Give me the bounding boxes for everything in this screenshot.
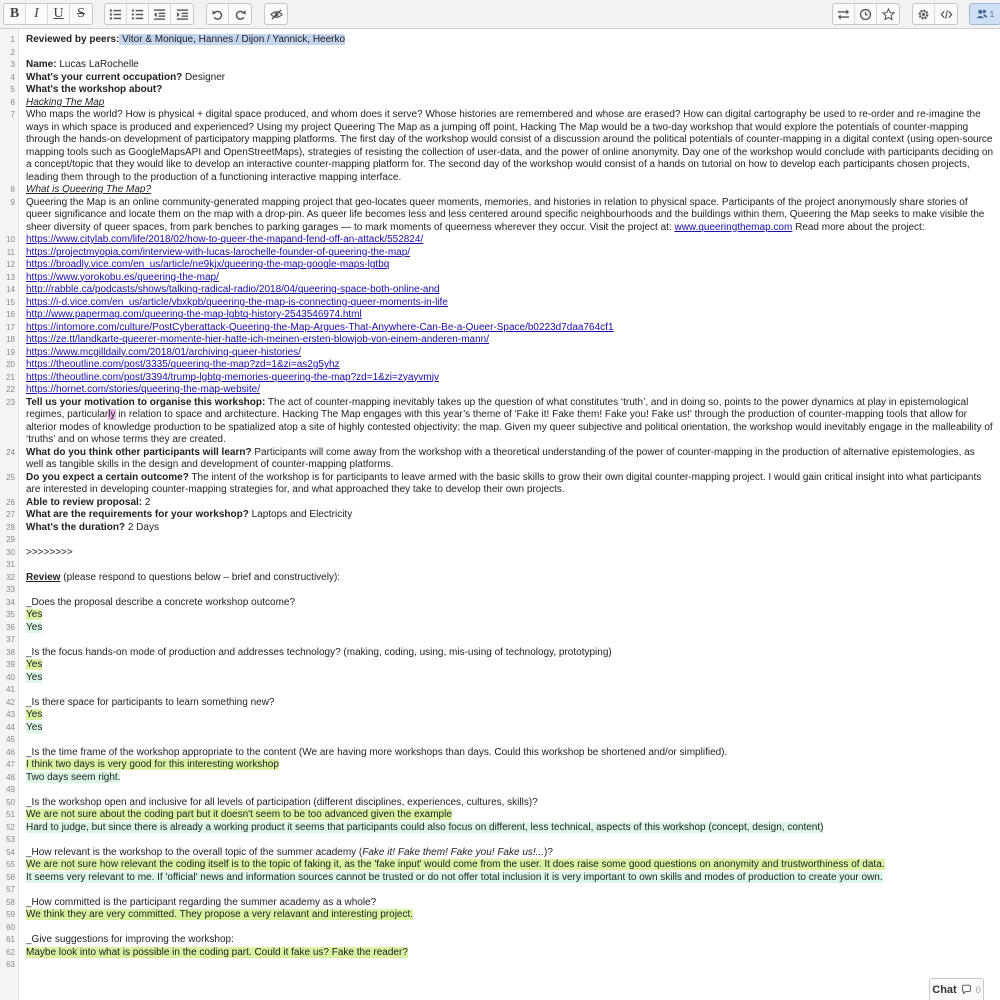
text-span: I think two days is very good for this interesting workshop — [26, 759, 279, 770]
line-number: 9 — [10, 197, 15, 207]
document-line[interactable] — [0, 797, 1000, 810]
text-span: Laptops and Electricity — [248, 509, 353, 520]
chat-bubble-icon — [961, 984, 972, 995]
document-line[interactable] — [0, 534, 1000, 547]
chat-count: 0 — [975, 984, 981, 995]
text-span: Maybe look into what is possible in the coding part. Could it fake us? Fake the reader? — [26, 946, 408, 958]
text-span: What's your current occupation? — [26, 71, 183, 83]
right-tools-group — [832, 3, 900, 25]
document-line[interactable] — [0, 684, 1000, 697]
line-number: 32 — [6, 572, 15, 582]
pad-editor[interactable] — [0, 29, 1000, 1000]
hyperlink[interactable]: https://broadly.vice.com/en_us/article/ne9kjx/queering-the-map-google-maps-lgtbq — [26, 259, 390, 270]
text-format-group — [3, 3, 93, 25]
line-number: 29 — [6, 535, 15, 544]
text-span: What's the duration? — [26, 521, 126, 533]
line-number: 48 — [6, 772, 15, 782]
ordered-list-icon — [109, 8, 122, 21]
line-number: 22 — [6, 385, 15, 394]
document-line[interactable] — [0, 584, 1000, 597]
line-number: 46 — [6, 747, 15, 757]
text-span: >>>>>>>> — [26, 546, 73, 558]
line-number: 31 — [6, 560, 15, 569]
line-number: 26 — [6, 497, 15, 507]
redo-icon — [234, 8, 247, 21]
text-span: (please respond to questions below – brief and constructively): — [60, 571, 341, 583]
document-line[interactable] — [0, 597, 1000, 610]
document-line[interactable] — [0, 897, 1000, 910]
document-line[interactable] — [0, 72, 1000, 85]
line-number: 28 — [6, 522, 15, 532]
document-line[interactable] — [0, 522, 1000, 535]
line-number: 59 — [6, 910, 15, 919]
text-span: Able to review proposal: — [26, 496, 143, 508]
hyperlink[interactable]: http://www.papermag.com/queering-the-map-lgbtq-history-2543546974.html — [26, 309, 362, 320]
document-line[interactable] — [0, 934, 1000, 947]
undo-icon — [211, 8, 224, 21]
document-line[interactable] — [0, 497, 1000, 510]
text-span: _Does the proposal describe a concrete workshop outcome? — [26, 596, 296, 608]
line-number: 40 — [6, 672, 15, 682]
document-line[interactable] — [0, 184, 1000, 197]
text-span: _Give suggestions for improving the workshop: — [26, 934, 234, 945]
line-number: 34 — [6, 597, 15, 607]
line-number: 16 — [6, 310, 15, 319]
line-number: 12 — [6, 260, 15, 269]
document-line[interactable] — [0, 259, 1000, 272]
document-line[interactable] — [0, 384, 1000, 397]
document-line[interactable] — [0, 284, 1000, 297]
clear-authorship-button[interactable] — [265, 4, 287, 24]
text-span: Do you expect a certain outcome? — [26, 471, 189, 483]
document-line[interactable] — [0, 747, 1000, 760]
document-line[interactable] — [0, 572, 1000, 585]
line-number: 5 — [10, 85, 15, 94]
hyperlink[interactable]: https://theoutline.com/post/3394/trump-lgbtq-memories-queering-the-map?zd=1&zi=zyayvmjv — [26, 371, 439, 383]
document-line[interactable] — [0, 697, 1000, 710]
line-number: 44 — [6, 722, 15, 732]
embed-button[interactable] — [935, 4, 957, 24]
exchange-icon — [837, 8, 850, 21]
undo-button[interactable] — [207, 4, 229, 24]
line-number: 7 — [10, 110, 15, 119]
text-span: Read more about the project: — [792, 221, 925, 233]
document-line[interactable] — [0, 959, 1000, 972]
line-number: 3 — [10, 60, 15, 69]
document-line[interactable] — [0, 234, 1000, 247]
document-line[interactable] — [0, 922, 1000, 935]
text-span: The act of counter-mapping inevitably takes up the question of what constitutes ‘truth’, and in doing so, points to the power dynamics at play in epistemological regimes, particular — [26, 396, 969, 420]
hyperlink[interactable]: https://www.citylab.com/life/2018/02/how-to-queer-the-mapand-fend-off-an-attack/552824/ — [26, 234, 424, 245]
line-number: 27 — [6, 510, 15, 519]
indent-icon — [176, 8, 189, 21]
document-line[interactable] — [0, 347, 1000, 360]
line-number: 13 — [6, 272, 15, 282]
history-group — [206, 3, 252, 25]
text-span: Tell us your motivation to organise this workshop: — [26, 396, 266, 408]
document-line[interactable] — [0, 784, 1000, 797]
document-line[interactable] — [0, 472, 1000, 497]
line-number: 30 — [6, 547, 15, 557]
document-line[interactable] — [0, 709, 1000, 722]
text-span: Yes — [26, 721, 43, 733]
line-number: 47 — [6, 760, 15, 769]
eye-slash-icon — [270, 8, 283, 21]
text-span: Designer — [182, 71, 226, 83]
line-number: 54 — [6, 847, 15, 857]
document-line[interactable] — [0, 847, 1000, 860]
text-span: Hacking The Map — [26, 96, 105, 108]
line-number: 6 — [10, 97, 15, 107]
hyperlink[interactable]: http://rabble.ca/podcasts/shows/talking-radical-radio/2018/04/queering-space-both-online-and — [26, 284, 440, 295]
line-number: 61 — [6, 935, 15, 944]
text-span: )? — [544, 846, 553, 858]
text-span: Reviewed by peers: — [26, 34, 120, 45]
settings-button[interactable] — [913, 4, 935, 24]
hyperlink[interactable]: https://i-d.vice.com/en_us/article/vbxkpb/queering-the-map-is-connecting-queer-moments-in-life — [26, 296, 448, 308]
line-number: 43 — [6, 710, 15, 719]
document-line[interactable] — [0, 359, 1000, 372]
document-line[interactable] — [0, 397, 1000, 447]
text-span: We are not sure about the coding part but it doesn't seem to be too advanced given the example — [26, 809, 452, 820]
line-number: 53 — [6, 835, 15, 844]
editor-toolbar — [0, 0, 1000, 29]
outdent-button[interactable] — [149, 4, 171, 24]
users-count: 1 — [989, 9, 995, 19]
hyperlink[interactable]: https://projectmyopia.com/interview-with-lucas-larochelle-founder-of-queering-the-map/ — [26, 246, 411, 258]
chat-label: Chat — [932, 983, 957, 996]
line-number: 38 — [6, 647, 15, 657]
line-number: 60 — [6, 922, 15, 932]
line-number: 58 — [6, 897, 15, 907]
line-number: 2 — [10, 47, 15, 57]
document-line[interactable] — [0, 634, 1000, 647]
text-span: It seems very relevant to me. If 'official' news and information sources cannot be trusted or do not offer total inclusion it is very important to own skills and modes of production to create your own. — [26, 871, 883, 883]
text-span: Lucas LaRochelle — [56, 59, 139, 70]
document-line[interactable] — [0, 97, 1000, 110]
line-number: 19 — [6, 347, 15, 357]
text-span: Yes — [26, 709, 43, 720]
clear-format-group — [264, 3, 288, 25]
document-line[interactable] — [0, 247, 1000, 260]
text-span: What do you think other participants will learn? — [26, 446, 252, 458]
underline-button[interactable]: U — [48, 4, 70, 24]
redo-button[interactable] — [229, 4, 251, 24]
line-number: 39 — [6, 660, 15, 669]
line-number: 51 — [6, 810, 15, 819]
line-number: 36 — [6, 622, 15, 632]
document-line[interactable] — [0, 884, 1000, 897]
line-number: 55 — [6, 860, 15, 869]
document-line[interactable] — [0, 834, 1000, 847]
line-number: 8 — [10, 185, 15, 194]
line-number: 15 — [6, 297, 15, 307]
line-number: 1 — [10, 35, 15, 44]
text-span: Who maps the world? How is physical + digital space produced, and whom does it serve? Whose histories are remembered and whose are erased? How can digital cartography be used to re-order and re-imagine the ways in which space is produced and experienced? Using my project Queering The Map as a jumping off point, Hacking The Map would be a two-day workshop that would explore the potentials of counter-mapping through the hands-on development of participatory mapping platforms. The first day of the workshop would consist of a discussion around the political potentials of counter-mapping in a digital context (using open-source mapping tools such as GoogleMapsAPI and OpenStreetMaps), strategies of resisting the collection of user-data, and the power of online anonymity. Day one of the workshop would conclude with participants deciding on a concept/topic that they would like to develop an interactive counter-mapping platform for. The second day of the workshop would consist of a hands on tutorial on how to develop each participants chosen projects, leading them through to the production of a functioning interactive mapping interface. — [26, 109, 994, 183]
line-number: 24 — [6, 447, 15, 457]
text-span: _How relevant is the workshop to the overall topic of the summer academy ( — [26, 846, 363, 858]
document-line[interactable] — [0, 672, 1000, 685]
document-line[interactable] — [0, 722, 1000, 735]
document-line[interactable] — [0, 872, 1000, 885]
document-line[interactable] — [0, 297, 1000, 310]
text-span: Yes — [26, 609, 43, 620]
line-number: 37 — [6, 635, 15, 644]
document-line[interactable] — [0, 34, 1000, 47]
list-indent-group — [104, 3, 194, 25]
text-span: What is Queering The Map? — [26, 184, 152, 195]
document-line[interactable] — [0, 609, 1000, 622]
document-line[interactable] — [0, 559, 1000, 572]
save-revision-button[interactable] — [877, 4, 899, 24]
indent-button[interactable] — [171, 4, 193, 24]
line-number: 56 — [6, 872, 15, 882]
text-span: Two days seem right. — [26, 771, 121, 783]
document-line[interactable] — [0, 59, 1000, 72]
hyperlink[interactable]: https://www.mcgilldaily.com/2018/01/archiving-queer-histories/ — [26, 346, 301, 358]
text-span: 2 Days — [125, 521, 159, 533]
line-number: 42 — [6, 697, 15, 707]
text-span: What are the requirements for your workshop? — [26, 509, 249, 520]
text-span: _Is there space for participants to learn something new? — [26, 696, 275, 708]
star-icon — [882, 8, 895, 21]
document-line[interactable] — [0, 647, 1000, 660]
code-icon — [940, 8, 953, 21]
hyperlink[interactable]: https://hornet.com/stories/queering-the-map-website/ — [26, 384, 260, 395]
hyperlink[interactable]: https://ze.tt/landkarte-queerer-momente-hier-hatte-ich-meinen-ersten-blowjob-von-einem-anderen-mann/ — [26, 334, 489, 345]
text-span: _Is the focus hands-on mode of production and addresses technology? (making, coding, using, mis-using of technology, prototyping) — [26, 646, 612, 658]
document-line[interactable] — [0, 309, 1000, 322]
line-number: 21 — [6, 372, 15, 382]
text-span: Yes — [26, 659, 43, 670]
text-span: _Is the time frame of the workshop appropriate to the content (We are having more workshops than days. Could this workshop be shortened and/or simplified). — [26, 746, 728, 758]
text-span: Fake it! Fake them! Fake you! Fake us!... — [362, 846, 545, 858]
hyperlink[interactable]: https://theoutline.com/post/3335/queering-the-map?zd=1&zi=as2g5yhz — [26, 359, 340, 370]
chat-button[interactable] — [929, 978, 984, 1000]
document-line[interactable] — [0, 334, 1000, 347]
text-span: What's the workshop about? — [26, 84, 163, 95]
document-line[interactable] — [0, 109, 1000, 184]
line-number: 18 — [6, 335, 15, 344]
timeslider-button[interactable] — [855, 4, 877, 24]
hyperlink[interactable]: https://www.yorokobu.es/queering-the-map/ — [26, 271, 219, 283]
document-line[interactable] — [0, 547, 1000, 560]
document-line[interactable] — [0, 759, 1000, 772]
document-line[interactable] — [0, 84, 1000, 97]
line-number: 50 — [6, 797, 15, 807]
bullet-list-icon — [131, 8, 144, 21]
line-number: 63 — [6, 960, 15, 969]
document-line[interactable] — [0, 622, 1000, 635]
pad-document[interactable] — [0, 34, 1000, 972]
text-span: ly — [108, 409, 116, 420]
line-number: 14 — [6, 285, 15, 294]
text-span: Yes — [26, 671, 43, 683]
line-number: 33 — [6, 585, 15, 594]
italic-button[interactable]: I — [26, 4, 48, 24]
document-line[interactable] — [0, 509, 1000, 522]
document-line[interactable] — [0, 947, 1000, 960]
import-export-button[interactable] — [833, 4, 855, 24]
text-span: Yes — [26, 621, 43, 633]
text-span: We are not sure how relevant the coding itself is to the topic of faking it, as the 'fake input' would come from the user. It does raise some good questions on anonymity and trustworthiness of data. — [26, 859, 885, 870]
text-span: Name: — [26, 59, 57, 70]
hyperlink[interactable]: https://intomore.com/culture/PostCyberattack-Queering-the-Map-Argues-That-Anywhere-Can-Be-a-Queer-Space/b0223d7daa764cf1 — [26, 321, 614, 333]
document-line[interactable] — [0, 47, 1000, 60]
line-number: 57 — [6, 885, 15, 894]
text-span: _How committed is the participant regarding the summer academy as a whole? — [26, 896, 377, 908]
document-line[interactable] — [0, 734, 1000, 747]
document-line[interactable] — [0, 772, 1000, 785]
text-span: Hard to judge, but since there is already a working product it seems that participants could also focus on different, less technical, aspects of this workshop (concept, design, content) — [26, 821, 824, 833]
text-span: 2 — [142, 496, 151, 508]
bold-button[interactable]: B — [4, 4, 26, 24]
settings-group — [912, 3, 958, 25]
strikethrough-button[interactable]: S — [77, 6, 85, 21]
text-span: _Is the workshop open and inclusive for all levels of participation (different disciplines, experiences, cultures, skills)? — [26, 796, 538, 808]
users-icon — [976, 8, 988, 20]
document-line[interactable] — [0, 197, 1000, 235]
document-line[interactable] — [0, 659, 1000, 672]
line-number: 45 — [6, 735, 15, 744]
line-number: 35 — [6, 610, 15, 619]
line-number: 41 — [6, 685, 15, 694]
line-number: 11 — [6, 247, 15, 257]
clock-icon — [859, 8, 872, 21]
hyperlink[interactable]: www.queeringthemap.com — [674, 221, 793, 233]
document-line[interactable] — [0, 809, 1000, 822]
line-number: 49 — [6, 785, 15, 794]
document-line[interactable] — [0, 447, 1000, 472]
text-span: The intent of the workshop is for participants to leave armed with the basic skills to grow their own digital counter-mapping project. I would gain critical insight into what participants are interested in developing counter-mapping strategies for, and what approached they take to develop their own projects. — [26, 471, 982, 495]
line-number: 10 — [6, 235, 15, 244]
document-line[interactable] — [0, 859, 1000, 872]
line-number: 52 — [6, 822, 15, 832]
line-number: 20 — [6, 360, 15, 369]
users-group — [969, 3, 1000, 25]
text-span: Vitor & Monique, Hannes / Dijon / Yannick, Heerko — [119, 34, 346, 45]
users-button[interactable] — [970, 4, 1000, 24]
outdent-icon — [153, 8, 166, 21]
gear-icon — [917, 8, 930, 21]
bullet-list-button[interactable] — [127, 4, 149, 24]
line-number: 4 — [10, 72, 15, 82]
text-span: We think they are very committed. They propose a very relavant and interesting project. — [26, 909, 414, 920]
document-line[interactable] — [0, 372, 1000, 385]
line-number: 62 — [6, 947, 15, 957]
document-line[interactable] — [0, 272, 1000, 285]
text-span: in relation to space and architecture. Hacking The Map engages with this year’s theme of 'Fake it! Fake them! Fake you! Fake us!' through the production of counter-mapping tools that allow for alterior modes of knowledge production to be spatialized atop a site of highly contested objectivity: the map. Given my queer subjective and political orientation, the workshop would inevitably engage in the malleability of ‘truths’ and on whose terms they are created. — [26, 409, 993, 445]
document-line[interactable] — [0, 322, 1000, 335]
text-span: Participants will come away from the workshop with a theoretical understanding of the power of counter-mapping in the production of alternative epistemologies, as well as tangible skills in the design and development of counter-mapping platforms. — [26, 446, 975, 470]
document-line[interactable] — [0, 909, 1000, 922]
document-line[interactable] — [0, 822, 1000, 835]
ordered-list-button[interactable] — [105, 4, 127, 24]
line-number: 25 — [6, 472, 15, 482]
text-span: Queering the Map is an online community-generated mapping project that geo-locates queer moments, memories, and histories in relation to physical space. Participants of the project anonymously share stories of queer significance and locate them on the map with a drop-pin. As queer life becomes less and less centered around specific neighbourhoods and the buildings within them, Queering the Map seeks to make visible the sheer diversity of queer spaces, from park benches to parking garages — to mark moments of queerness wherever they occur. Visit the project at: — [26, 196, 985, 233]
text-span: Review — [26, 571, 61, 583]
line-number: 17 — [6, 322, 15, 332]
line-number: 23 — [6, 397, 15, 407]
